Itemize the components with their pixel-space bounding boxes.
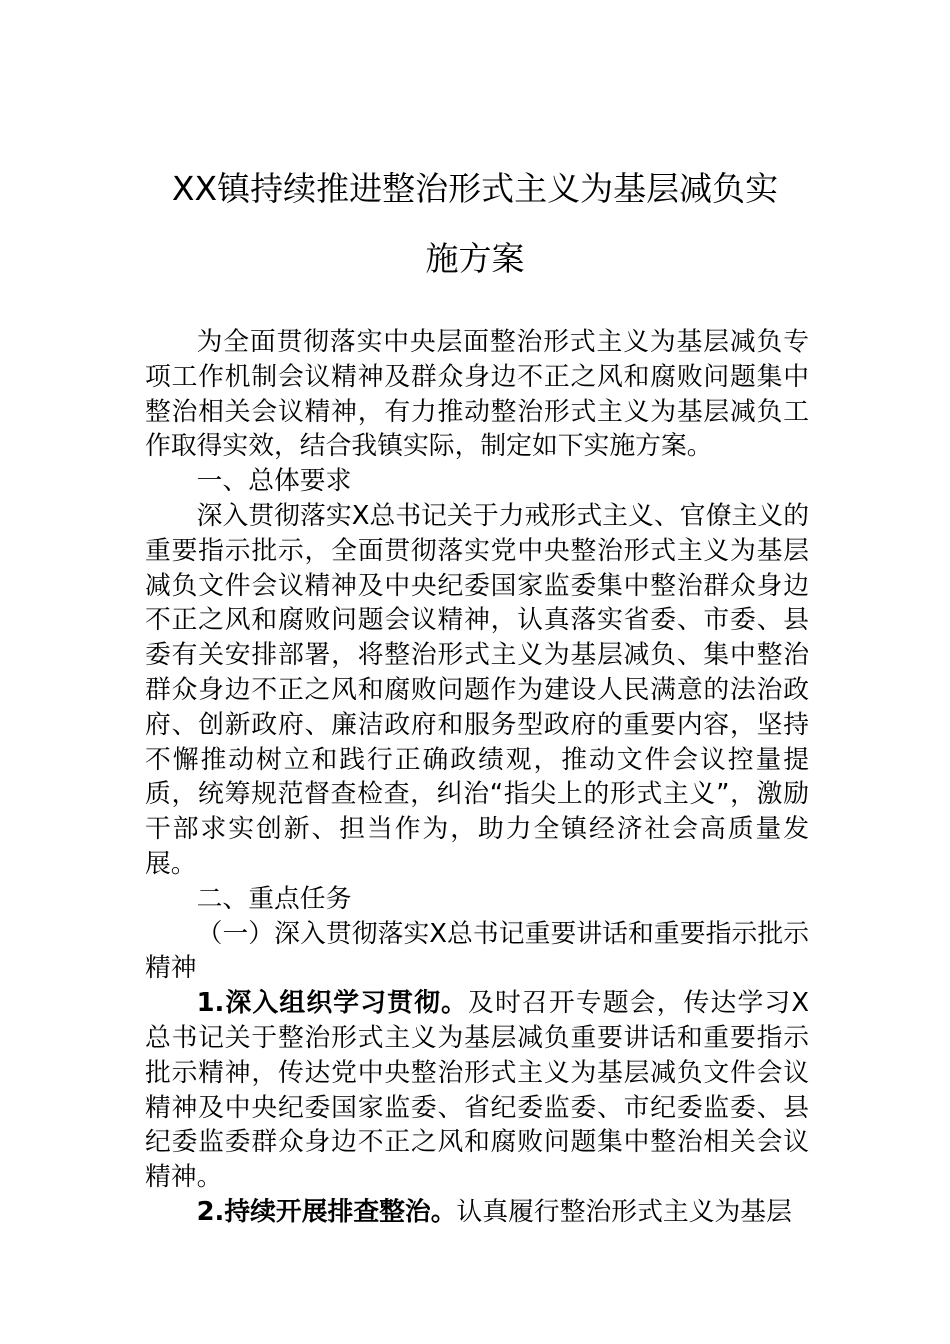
section-heading-overall-requirements: 一、总体要求: [196, 466, 352, 497]
document-body: [145, 325, 809, 1230]
task-item-2: [145, 1195, 809, 1230]
task-item-1-text: 及时召开专题会，传达学习X总书记关于整治形式主义为基层减负重要讲话和重要指示批示精神，传达党中央整治形式主义为基层减负文件会议精神及中央纪委国家监委、省纪委监委、市纪委监委、县纪委监委群众身边不正之风和腐败问题集中整治相关会议精神。: [145, 988, 809, 1193]
task-item-2-text: 认真履行整治形式主义为基层: [456, 1196, 792, 1227]
task-item-1: [145, 986, 809, 1195]
task-item-2-lead: 2.持续开展排查整治。: [196, 1196, 457, 1227]
task-item-1-lead: 1.深入组织学习贯彻。: [196, 988, 468, 1019]
section-heading-key-tasks: 二、重点任务: [196, 883, 352, 914]
subsection-heading-1: （一）深入贯彻落实X总书记重要讲话和重要指示批示精神: [145, 918, 809, 984]
intro-paragraph: 为全面贯彻落实中央层面整治形式主义为基层减负专项工作机制会议精神及群众身边不正之风和腐败问题集中整治相关会议精神，有力推动整治形式主义为基层减负工作取得实效，结合我镇实际，制定如下实施方案。: [145, 327, 809, 462]
overall-requirements-paragraph: 深入贯彻落实X总书记关于力戒形式主义、官僚主义的重要指示批示，全面贯彻落实党中央整治形式主义为基层减负文件会议精神及中央纪委国家监委集中整治群众身边不正之风和腐败问题会议精神，认真落实省委、市委、县委有关安排部署，将整治形式主义为基层减负、集中整治群众身边不正之风和腐败问题作为建设人民满意的法治政府、创新政府、廉洁政府和服务型政府的重要内容，坚持不懈推动树立和践行正确政绩观，推动文件会议控量提质，统筹规范督查检查，纠治“指尖上的形式主义”，激励干部求实创新、担当作为，助力全镇经济社会高质量发展。: [145, 500, 809, 879]
document-title-line-2: 施方案: [425, 239, 525, 278]
document-title-line-1: XX镇持续推进整治形式主义为基层减负实: [171, 169, 779, 208]
